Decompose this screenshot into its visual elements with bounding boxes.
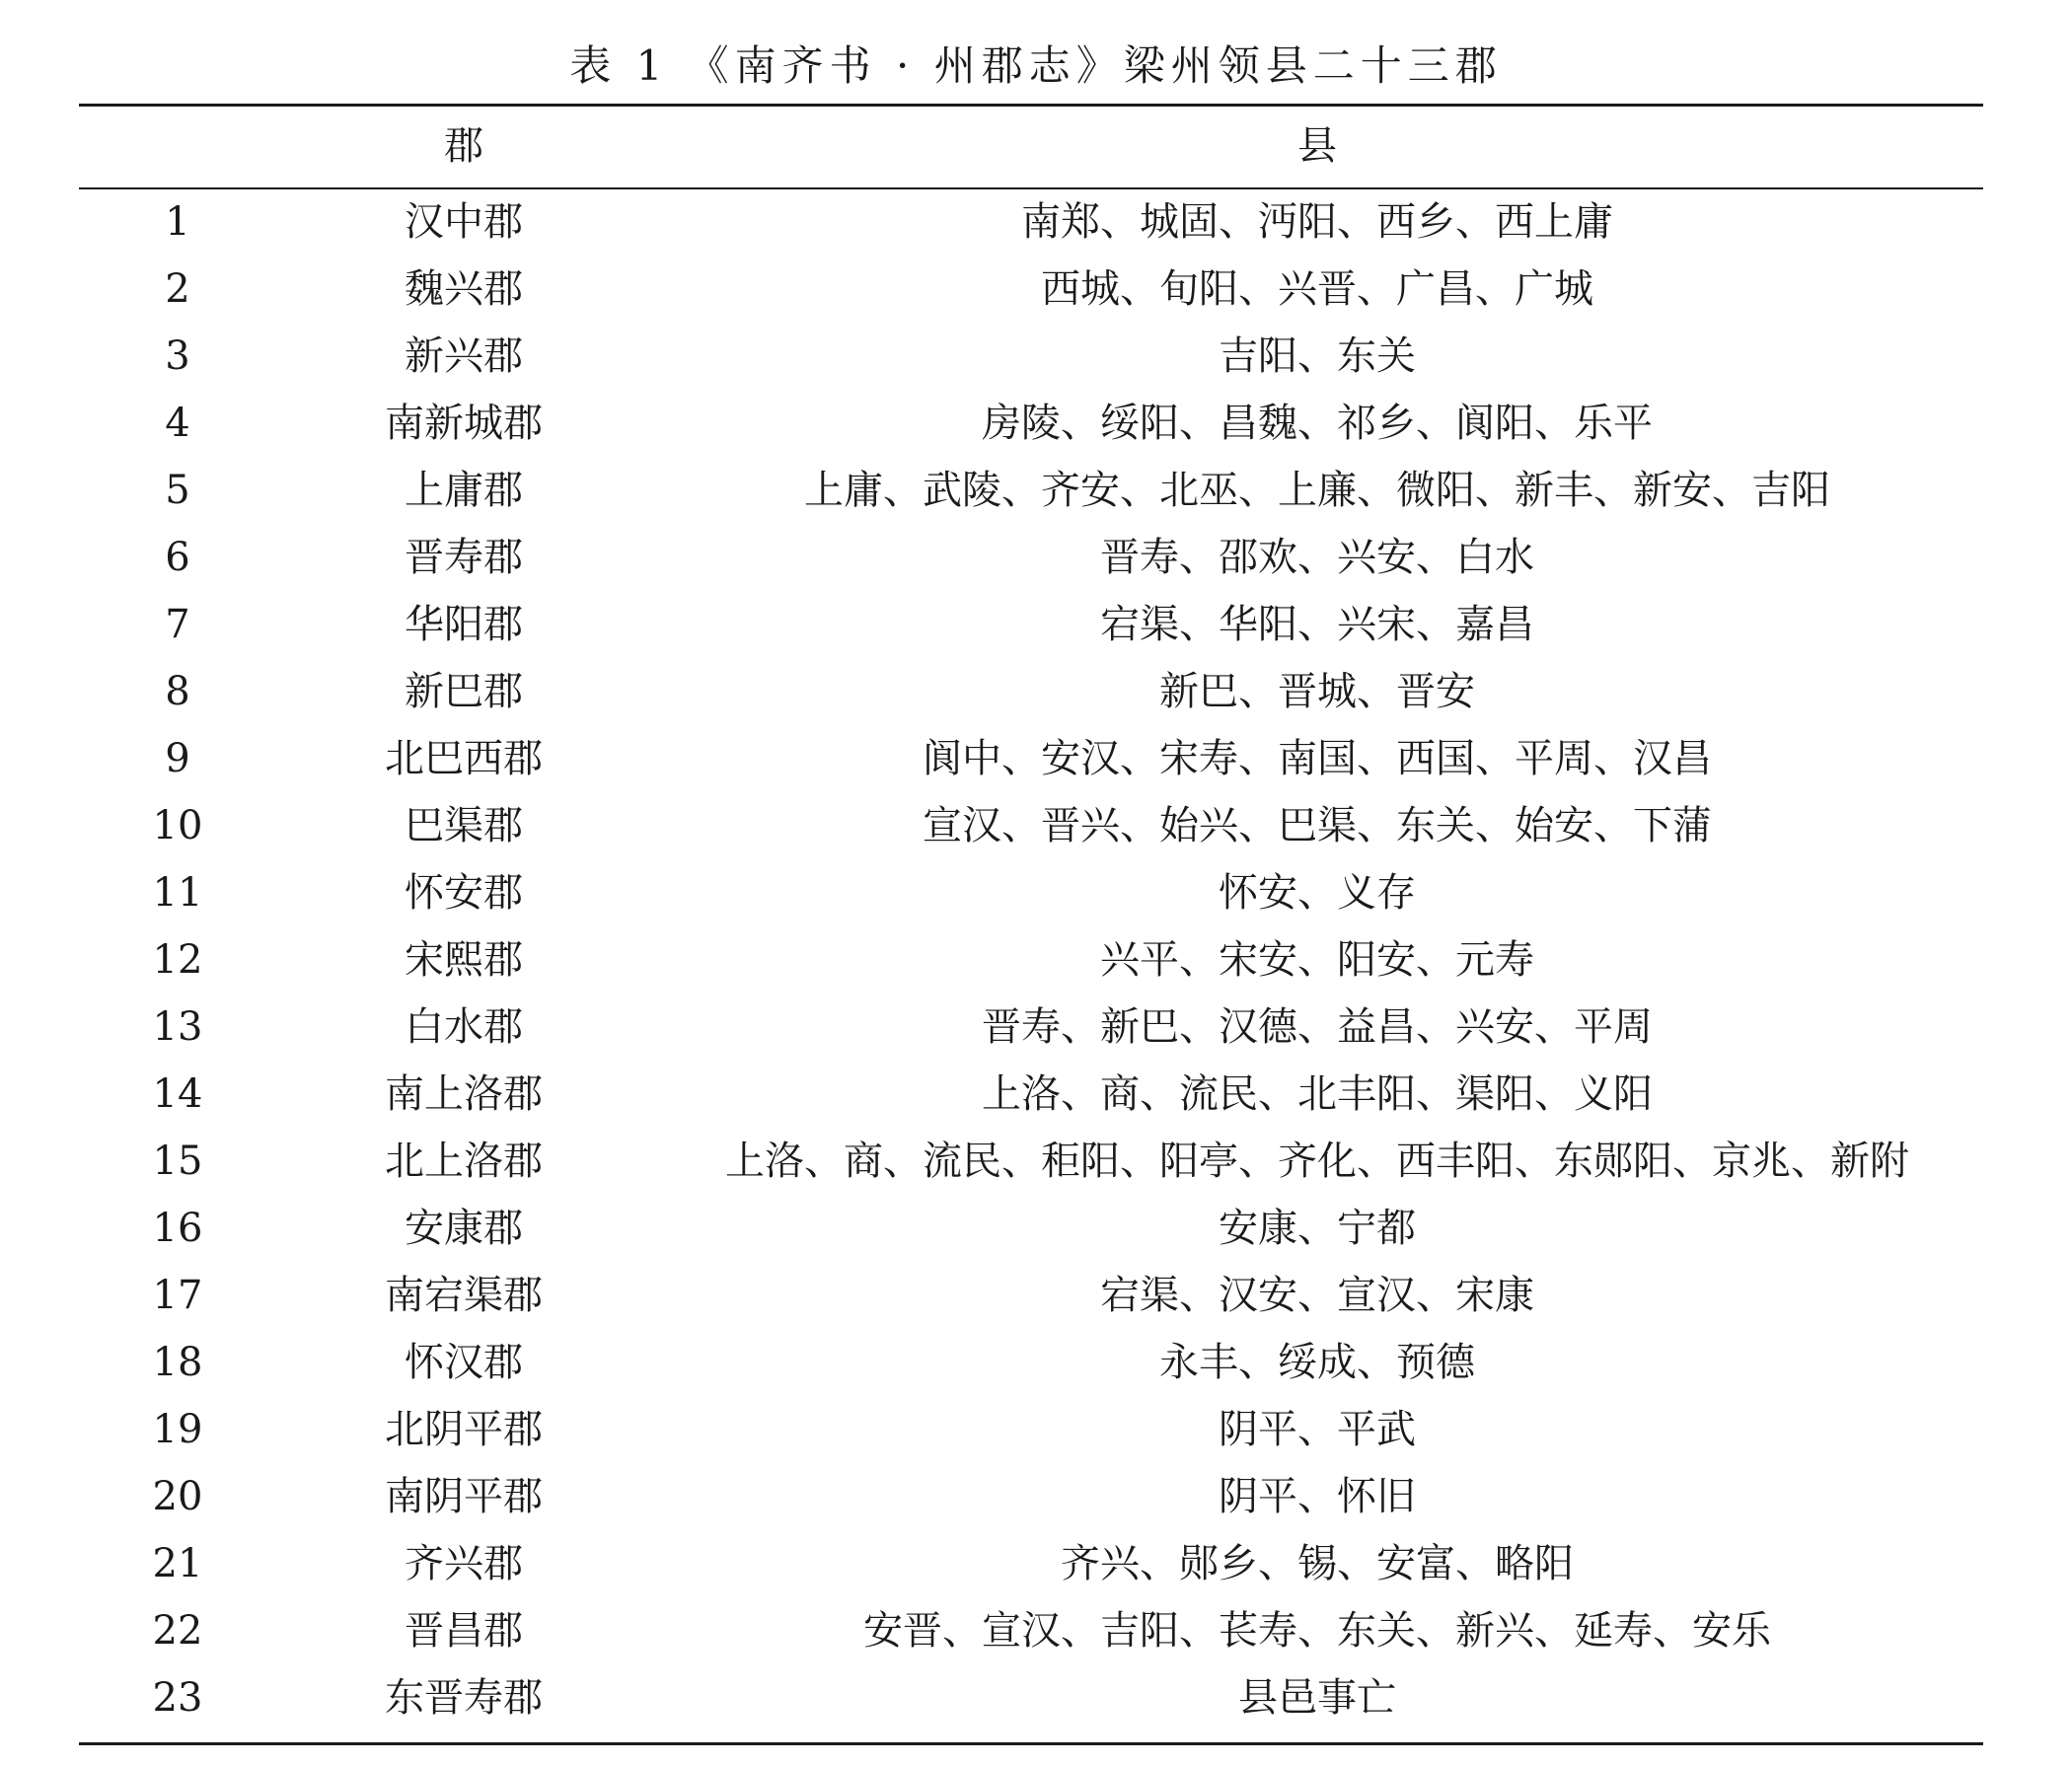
row-xian: 县邑事亡 [1238, 1675, 1396, 1721]
row-number: 14 [152, 1071, 203, 1117]
table-bottom-rule [79, 1742, 1983, 1745]
row-jun: 白水郡 [405, 1004, 523, 1050]
row-xian: 宕渠、华阳、兴宋、嘉昌 [1100, 602, 1534, 647]
row-number: 23 [152, 1675, 203, 1721]
row-jun: 魏兴郡 [405, 266, 523, 312]
row-xian: 安康、宁都 [1219, 1206, 1416, 1251]
table-row [0, 1071, 2072, 1141]
table-row [0, 535, 2072, 605]
row-xian: 怀安、义存 [1219, 870, 1416, 916]
row-jun: 南上洛郡 [385, 1071, 543, 1117]
row-jun: 巴渠郡 [405, 803, 523, 848]
row-xian: 宕渠、汉安、宣汉、宋康 [1100, 1273, 1534, 1318]
row-number: 10 [152, 803, 203, 848]
table-row [0, 266, 2072, 336]
table-row [0, 736, 2072, 806]
table-row [0, 669, 2072, 739]
row-number: 9 [165, 736, 190, 781]
row-number: 4 [165, 401, 190, 446]
row-xian: 上洛、商、流民、北丰阳、渠阳、义阳 [982, 1071, 1653, 1117]
row-number: 13 [152, 1004, 203, 1050]
row-jun: 怀汉郡 [405, 1340, 523, 1385]
row-xian: 宣汉、晋兴、始兴、巴渠、东关、始安、下蒲 [923, 803, 1712, 848]
table-caption: 表 1 《南齐书 · 州郡志》梁州领县二十三郡 [569, 41, 1503, 90]
row-number: 3 [165, 333, 190, 379]
table-row [0, 1675, 2072, 1745]
header-jun: 郡 [444, 123, 483, 169]
row-xian: 阴平、怀旧 [1219, 1474, 1416, 1519]
row-xian: 上庸、武陵、齐安、北巫、上廉、微阳、新丰、新安、吉阳 [804, 468, 1830, 513]
row-number: 8 [165, 669, 190, 714]
row-number: 18 [152, 1340, 203, 1385]
row-number: 11 [152, 870, 203, 916]
row-jun: 新兴郡 [405, 333, 523, 379]
table-header-rule [79, 187, 1983, 189]
row-xian: 晋寿、新巴、汉德、益昌、兴安、平周 [982, 1004, 1653, 1050]
row-jun: 怀安郡 [405, 870, 523, 916]
table-row [0, 1206, 2072, 1276]
table-row [0, 1407, 2072, 1477]
row-number: 22 [152, 1608, 203, 1654]
row-number: 2 [165, 266, 190, 312]
row-jun: 北阴平郡 [385, 1407, 543, 1452]
row-xian: 吉阳、东关 [1219, 333, 1416, 379]
table-row [0, 1004, 2072, 1074]
row-number: 5 [165, 468, 190, 513]
row-number: 16 [152, 1206, 203, 1251]
table-row [0, 1541, 2072, 1611]
row-number: 7 [165, 602, 190, 647]
row-xian: 齐兴、郧乡、锡、安富、略阳 [1061, 1541, 1574, 1586]
table-row [0, 1608, 2072, 1678]
row-xian: 兴平、宋安、阳安、元寿 [1100, 937, 1534, 983]
row-xian: 阆中、安汉、宋寿、南国、西国、平周、汉昌 [923, 736, 1712, 781]
table-row [0, 1141, 2072, 1209]
table-row [0, 333, 2072, 404]
header-xian: 县 [1297, 123, 1337, 169]
row-jun: 汉中郡 [405, 199, 523, 245]
row-jun: 晋寿郡 [405, 535, 523, 580]
row-jun: 华阳郡 [405, 602, 523, 647]
row-number: 20 [152, 1474, 203, 1519]
row-number: 6 [165, 535, 190, 580]
row-jun: 南新城郡 [385, 401, 543, 446]
row-xian: 安晋、宣汉、吉阳、苌寿、东关、新兴、延寿、安乐 [863, 1608, 1771, 1654]
row-xian: 南郑、城固、沔阳、西乡、西上庸 [1021, 199, 1613, 245]
row-jun: 南阴平郡 [385, 1474, 543, 1519]
row-jun: 东晋寿郡 [385, 1675, 543, 1721]
row-jun: 新巴郡 [405, 669, 523, 714]
table-row [0, 602, 2072, 672]
row-jun: 北巴西郡 [385, 736, 543, 781]
table-row [0, 870, 2072, 940]
row-number: 21 [152, 1541, 203, 1586]
table-row [0, 468, 2072, 538]
row-number: 15 [152, 1139, 203, 1184]
row-xian: 西城、旬阳、兴晋、广昌、广城 [1041, 266, 1593, 312]
row-jun: 南宕渠郡 [385, 1273, 543, 1318]
row-number: 12 [152, 937, 203, 983]
table-row [0, 1273, 2072, 1343]
row-xian: 晋寿、邵欢、兴安、白水 [1100, 535, 1534, 580]
table-row [0, 803, 2072, 873]
row-jun: 上庸郡 [405, 468, 523, 513]
row-number: 19 [152, 1407, 203, 1452]
row-jun: 晋昌郡 [405, 1608, 523, 1654]
table-row [0, 401, 2072, 471]
table-row [0, 1474, 2072, 1544]
table-row [0, 199, 2072, 269]
row-xian: 阴平、平武 [1219, 1407, 1416, 1452]
row-xian: 上洛、商、流民、秬阳、阳亭、齐化、西丰阳、东郧阳、京兆、新附 [725, 1139, 1909, 1184]
table-row [0, 937, 2072, 1007]
row-jun: 北上洛郡 [385, 1139, 543, 1184]
row-jun: 安康郡 [405, 1206, 523, 1251]
row-jun: 宋熙郡 [405, 937, 523, 983]
row-xian: 永丰、绥成、预德 [1159, 1340, 1475, 1385]
row-xian: 新巴、晋城、晋安 [1159, 669, 1475, 714]
row-number: 17 [152, 1273, 203, 1318]
row-number: 1 [165, 199, 190, 245]
row-xian: 房陵、绥阳、昌魏、祁乡、阆阳、乐平 [982, 401, 1653, 446]
row-jun: 齐兴郡 [405, 1541, 523, 1586]
table-row [0, 1340, 2072, 1410]
table-top-rule [79, 104, 1983, 107]
